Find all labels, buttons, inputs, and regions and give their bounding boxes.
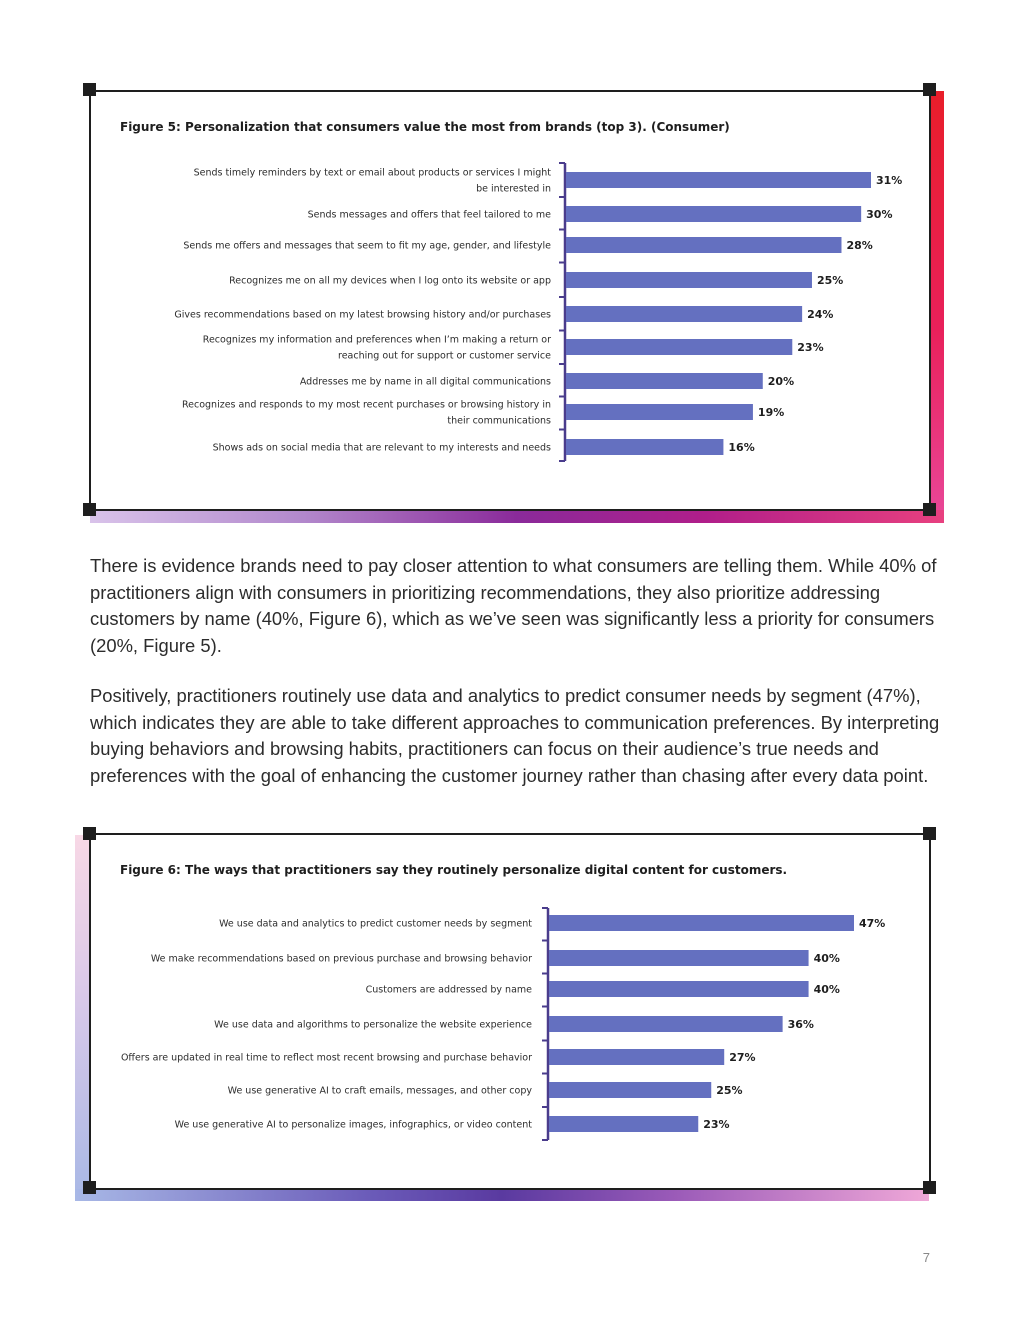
figure-6-category-label: We make recommendations based on previous purchase and browsing behavior [150, 953, 532, 965]
figure-5-category-label: reaching out for support or customer service [338, 350, 551, 362]
figure-5-category-label: Sends messages and offers that feel tailored to me [307, 209, 551, 221]
page-number: 7 [922, 1250, 930, 1265]
figure-5-category-label: Sends me offers and messages that seem to fit my age, gender, and lifestyle [183, 240, 551, 252]
figure-6-value-label: 47% [859, 917, 886, 930]
figure-6-category-label: We use generative AI to personalize images, infographics, or video content [174, 1119, 532, 1131]
figure-5-value-label: 19% [757, 406, 785, 419]
figure-6-category-label: Offers are updated in real time to reflect most recent browsing and purchase behavior [120, 1052, 532, 1064]
body-paragraph-2: Positively, practitioners routinely use data and analytics to predict consumer needs by segment (47%), which indicates they are able to take different approaches to communication preferences. By interpreting buying behaviors and browsing habits, practitioners can focus on their audience’s true needs and preferences with the goal of enhancing the customer journey rather than chasing after every data point. [90, 685, 940, 786]
figure-5-value-label: 16% [728, 441, 755, 454]
figure-6-category-label: We use generative AI to craft emails, messages, and other copy [227, 1085, 532, 1097]
figure-6-category-label: Customers are addressed by name [365, 984, 532, 996]
figure-6-bar [549, 915, 854, 931]
figure-6-value-label: 25% [716, 1084, 743, 1097]
figure-6-category-label: We use data and algorithms to personalize the website experience [214, 1019, 532, 1031]
figure-5-value-label: 31% [876, 174, 903, 187]
figure-5-value-label: 20% [767, 375, 795, 388]
figure-6-value-label: 23% [703, 1118, 730, 1131]
figure-6-value-label: 27% [729, 1051, 756, 1064]
figure-5-category-label: Recognizes and responds to my most recent purchases or browsing history in [181, 399, 551, 411]
figure-5-category-label: Recognizes my information and preferences when I’m making a return or [202, 334, 551, 346]
figure-5-category-label: Sends timely reminders by text or email about products or services I might [193, 167, 551, 179]
figure-6-value-label: 40% [813, 983, 840, 996]
figure-5-value-label: 28% [846, 239, 873, 252]
figure-6-bar [549, 1082, 711, 1098]
figure-6-bar [549, 1116, 698, 1132]
figure-6-value-label: 40% [813, 952, 840, 965]
figure-6-bar [549, 1016, 783, 1032]
figure-6-bar [549, 981, 809, 997]
figure-6-bar [549, 1049, 724, 1065]
figure-5-value-label: 30% [866, 208, 893, 221]
figure-5-category-label: Addresses me by name in all digital communications [299, 376, 551, 388]
figure-5-value-label: 25% [816, 274, 844, 287]
figure-5-category-label: be interested in [476, 183, 551, 195]
figure-6-title: Figure 6: The ways that practitioners say they routinely personalize digital content for customers. [120, 863, 788, 877]
figure-5-title: Figure 5: Personalization that consumers value the most from brands (top 3). (Consumer) [120, 120, 730, 134]
figure-5-category-label: their communications [447, 415, 551, 427]
figure-6-bar [549, 950, 809, 966]
figure-5-value-label: 24% [807, 308, 834, 321]
figure-5-category-label: Shows ads on social media that are relevant to my interests and needs [212, 442, 551, 454]
figure-5-category-label: Gives recommendations based on my latest browsing history and/or purchases [174, 309, 551, 321]
figure-6-value-label: 36% [787, 1018, 814, 1031]
body-paragraph-1: There is evidence brands need to pay closer attention to what consumers are telling them. While 40% of practitioners align with consumers in prioritizing recommendations, they also prioritize addressing customers by name (40%, Figure 6), which as we’ve seen was significantly less a priority for consumers (20%, Figure 5). [90, 555, 937, 656]
figure-6-category-label: We use data and analytics to predict customer needs by segment [219, 918, 532, 930]
figure-5-value-label: 23% [797, 341, 824, 354]
figure-5-category-label: Recognizes me on all my devices when I log onto its website or app [229, 275, 551, 287]
